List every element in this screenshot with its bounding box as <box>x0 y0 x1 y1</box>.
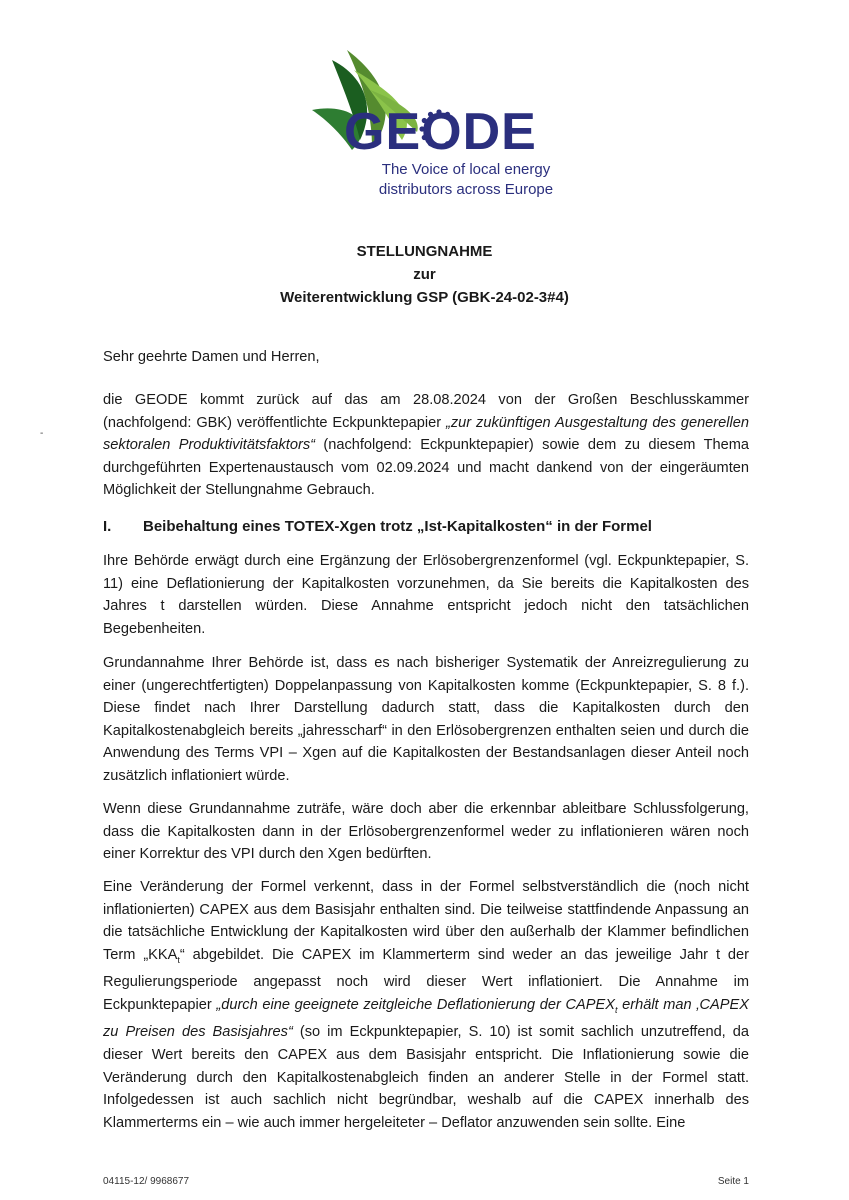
paragraph-2: Grundannahme Ihrer Behörde ist, dass es nach bisheriger Systematik der Anreizregulierung zu einer (ungerechtfertigten) Doppelanpassung von Kapitalkosten komme (Eckpunktepapier, S. 8 f.). Diese findet nach Ihrer Darstellung dadurch statt, dass die Kapitalkosten durch den Kapitalkostenabgleich bereits „jahresscharf“ in den Erlösobergrenzen enthalten seien und durch die Anwendung des Terms VPI – Xgen auf die Kapitalkosten der Bestandsanlagen dieser Anteil noch zusätzlich inflationiert würde. <box>103 655 749 784</box>
logo-wordmark: GEODE <box>344 103 537 161</box>
document-title <box>100 240 749 309</box>
paragraph-1: Ihre Behörde erwägt durch eine Ergänzung der Erlösobergrenzenformel (vgl. Eckpunktepapier, S. 11) eine Deflationierung der Kapitalkosten vorzunehmen, da Sie bereits die Kapitalkosten des Jahres t darstellen würden. Diese Annahme entspricht jedoch nicht den tatsächlichen Begebenheiten. <box>103 553 749 637</box>
logo-tagline: The Voice of local energy distributors across Europe <box>378 161 554 198</box>
section-heading <box>103 516 753 538</box>
salutation: Sehr geehrte Damen und Herren, <box>103 349 320 365</box>
margin-mark: - <box>40 428 44 439</box>
intro-paragraph: die GEODE kommt zurück auf das am 28.08.2024 von der Großen Beschlusskammer (nachfolgend: GBK) veröffentlichte Eckpunktepapier „zur zukünftigen Ausgestaltung des generellen sektoralen Produktivitätsfaktors“ (nachfolgend: Eckpunktepapier) sowie dem zu diesem Thema durchgeführten Expertenaustausch vom 02.09.2024 und macht dankend von der eingeräumten Möglichkeit der Stellungnahme Gebrauch. <box>103 392 750 499</box>
title-line-3: Weiterentwicklung GSP (GBK-24-02-3#4) <box>280 289 569 306</box>
title-line-1: STELLUNGNAHME <box>356 243 493 260</box>
paragraph-4: Eine Veränderung der Formel verkennt, dass in der Formel selbstverständlich die (noch nicht inflationierten) CAPEX aus dem Basisjahr enthalten sind. Die teilweise stattfindende Anpassung an die tatsächliche Entwicklung der Kapitalkosten wird über den außerhalb der Klammer befindlichen Term $„KKA_t“$ abgebildet. Die CAPEX im Klammerterm sind weder an das jeweilige Jahr t der Regulierungsperiode angepasst noch wird dieser Wert inflationiert. Die Annahme im Eckpunktepapier „durch eine geeignete zeitgleiche Deflationierung der $CAPEX_t$ erhält man ‚CAPEX zu Preisen des Basisjahres“ (so im Eckpunktepapier, S. 10) ist somit sachlich unzutreffend, da dieser Wert bereits den CAPEX aus dem Basisjahr entspricht. Die Inflationierung sowie die Veränderung durch den Kapitalkostenabgleich finden an anderer Stelle in der Formel statt. Infolgedessen ist auch sachlich nicht begründbar, weshalb auf die CAPEX innerhalb des Klammerterms ein – wie auch immer hergeleiteter – Deflator anzuwenden sein sollte. Eine <box>103 879 750 1131</box>
footer-page-number: Seite 1 <box>717 1176 749 1187</box>
paragraph-3: Wenn diese Grundannahme zuträfe, wäre doch aber die erkennbar ableitbare Schlussfolgerung, dass die Kapitalkosten dann in der Erlösobergrenzenformel weder zu inflationieren wären noch einer Korrektur des VPI durch den Xgen bedürften. <box>103 801 749 863</box>
section-heading-text: Beibehaltung eines TOTEX-Xgen trotz „Ist-Kapitalkosten“ in der Formel <box>143 518 652 535</box>
footer-doc-id: 04115-12/ 9968677 <box>103 1176 190 1187</box>
title-line-2: zur <box>413 266 436 283</box>
section-number: I. <box>103 518 112 535</box>
